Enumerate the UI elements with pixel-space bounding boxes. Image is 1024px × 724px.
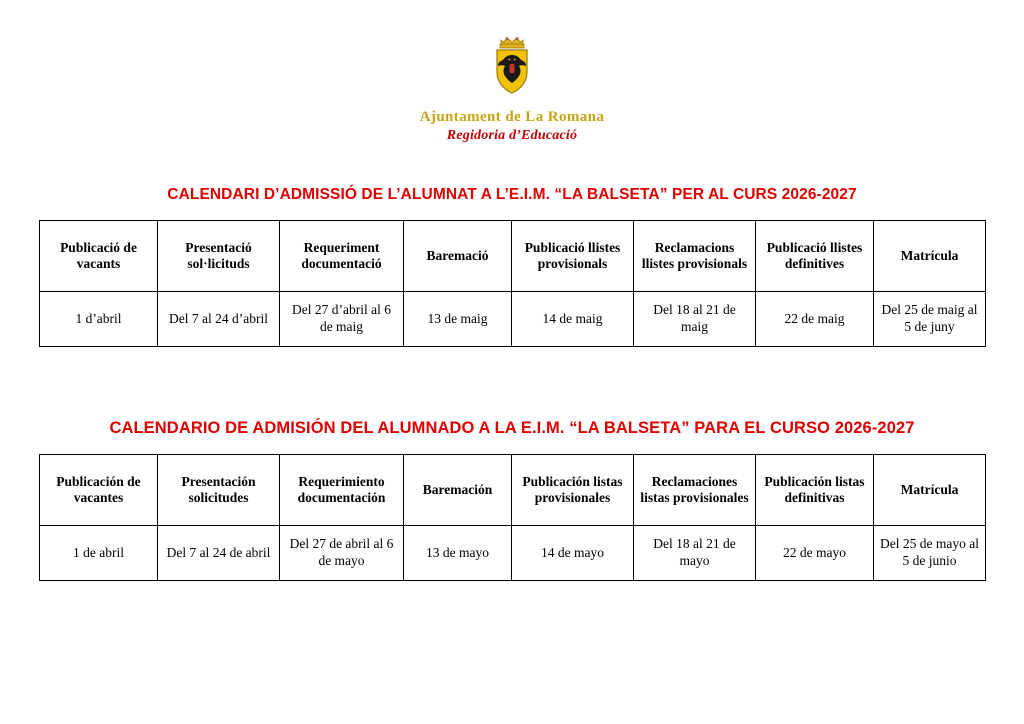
column-header: Reclamacions llistes provisionals (634, 221, 756, 292)
table-cell: Del 7 al 24 d’abril (158, 292, 280, 347)
column-header: Matrícula (874, 221, 986, 292)
calendar-section-spanish (39, 419, 985, 581)
table-header-row (40, 221, 986, 292)
column-header: Publicación de vacantes (40, 455, 158, 526)
table-cell: Del 25 de mayo al 5 de junio (874, 526, 986, 581)
table-cell: Del 7 al 24 de abril (158, 526, 280, 581)
column-header: Presentación solicitudes (158, 455, 280, 526)
table-cell: 14 de maig (512, 292, 634, 347)
table-cell: Del 18 al 21 de maig (634, 292, 756, 347)
document-header (0, 0, 1024, 144)
page-title-spanish: CALENDARIO DE ADMISIÓN DEL ALUMNADO A LA E.I.M. “LA BALSETA” PARA EL CURSO 2026-2027 (109, 419, 915, 437)
column-header: Requeriment documentació (280, 221, 404, 292)
column-header: Baremació (404, 221, 512, 292)
column-header: Reclamaciones listas provisionales (634, 455, 756, 526)
column-header: Publicación listas definitivas (756, 455, 874, 526)
calendar-table-spanish (39, 454, 986, 581)
column-header: Matrícula (874, 455, 986, 526)
column-header: Requerimiento documentación (280, 455, 404, 526)
table-cell: 22 de maig (756, 292, 874, 347)
table-cell: Del 25 de maig al 5 de juny (874, 292, 986, 347)
table-cell: 22 de mayo (756, 526, 874, 581)
column-header: Presentació sol·licituds (158, 221, 280, 292)
organization-name: Ajuntament de La Romana (419, 109, 605, 125)
table-cell: Del 18 al 21 de mayo (634, 526, 756, 581)
table-cell: 1 de abril (40, 526, 158, 581)
page-title-valencian: CALENDARI D’ADMISSIÓ DE L’ALUMNAT A L’E.I.M. “LA BALSETA” PER AL CURS 2026-2027 (167, 186, 857, 203)
department-name: Regidoria d’Educació (446, 128, 578, 143)
table-cell: Del 27 d’abril al 6 de maig (280, 292, 404, 347)
table-cell: 1 d’abril (40, 292, 158, 347)
table-cell: 13 de maig (404, 292, 512, 347)
column-header: Publicación listas provisionales (512, 455, 634, 526)
table-cell: 13 de mayo (404, 526, 512, 581)
column-header: Publicació llistes definitives (756, 221, 874, 292)
column-header: Baremación (404, 455, 512, 526)
table-header-row (40, 455, 986, 526)
calendar-section-valencian (39, 186, 985, 347)
table-cell: Del 27 de abril al 6 de mayo (280, 526, 404, 581)
table-cell: 14 de mayo (512, 526, 634, 581)
column-header: Publicació llistes provisionals (512, 221, 634, 292)
column-header: Publicació de vacants (40, 221, 158, 292)
calendar-table-valencian (39, 220, 986, 347)
coat-of-arms-icon (489, 34, 535, 96)
table-row (40, 292, 986, 347)
table-row (40, 526, 986, 581)
